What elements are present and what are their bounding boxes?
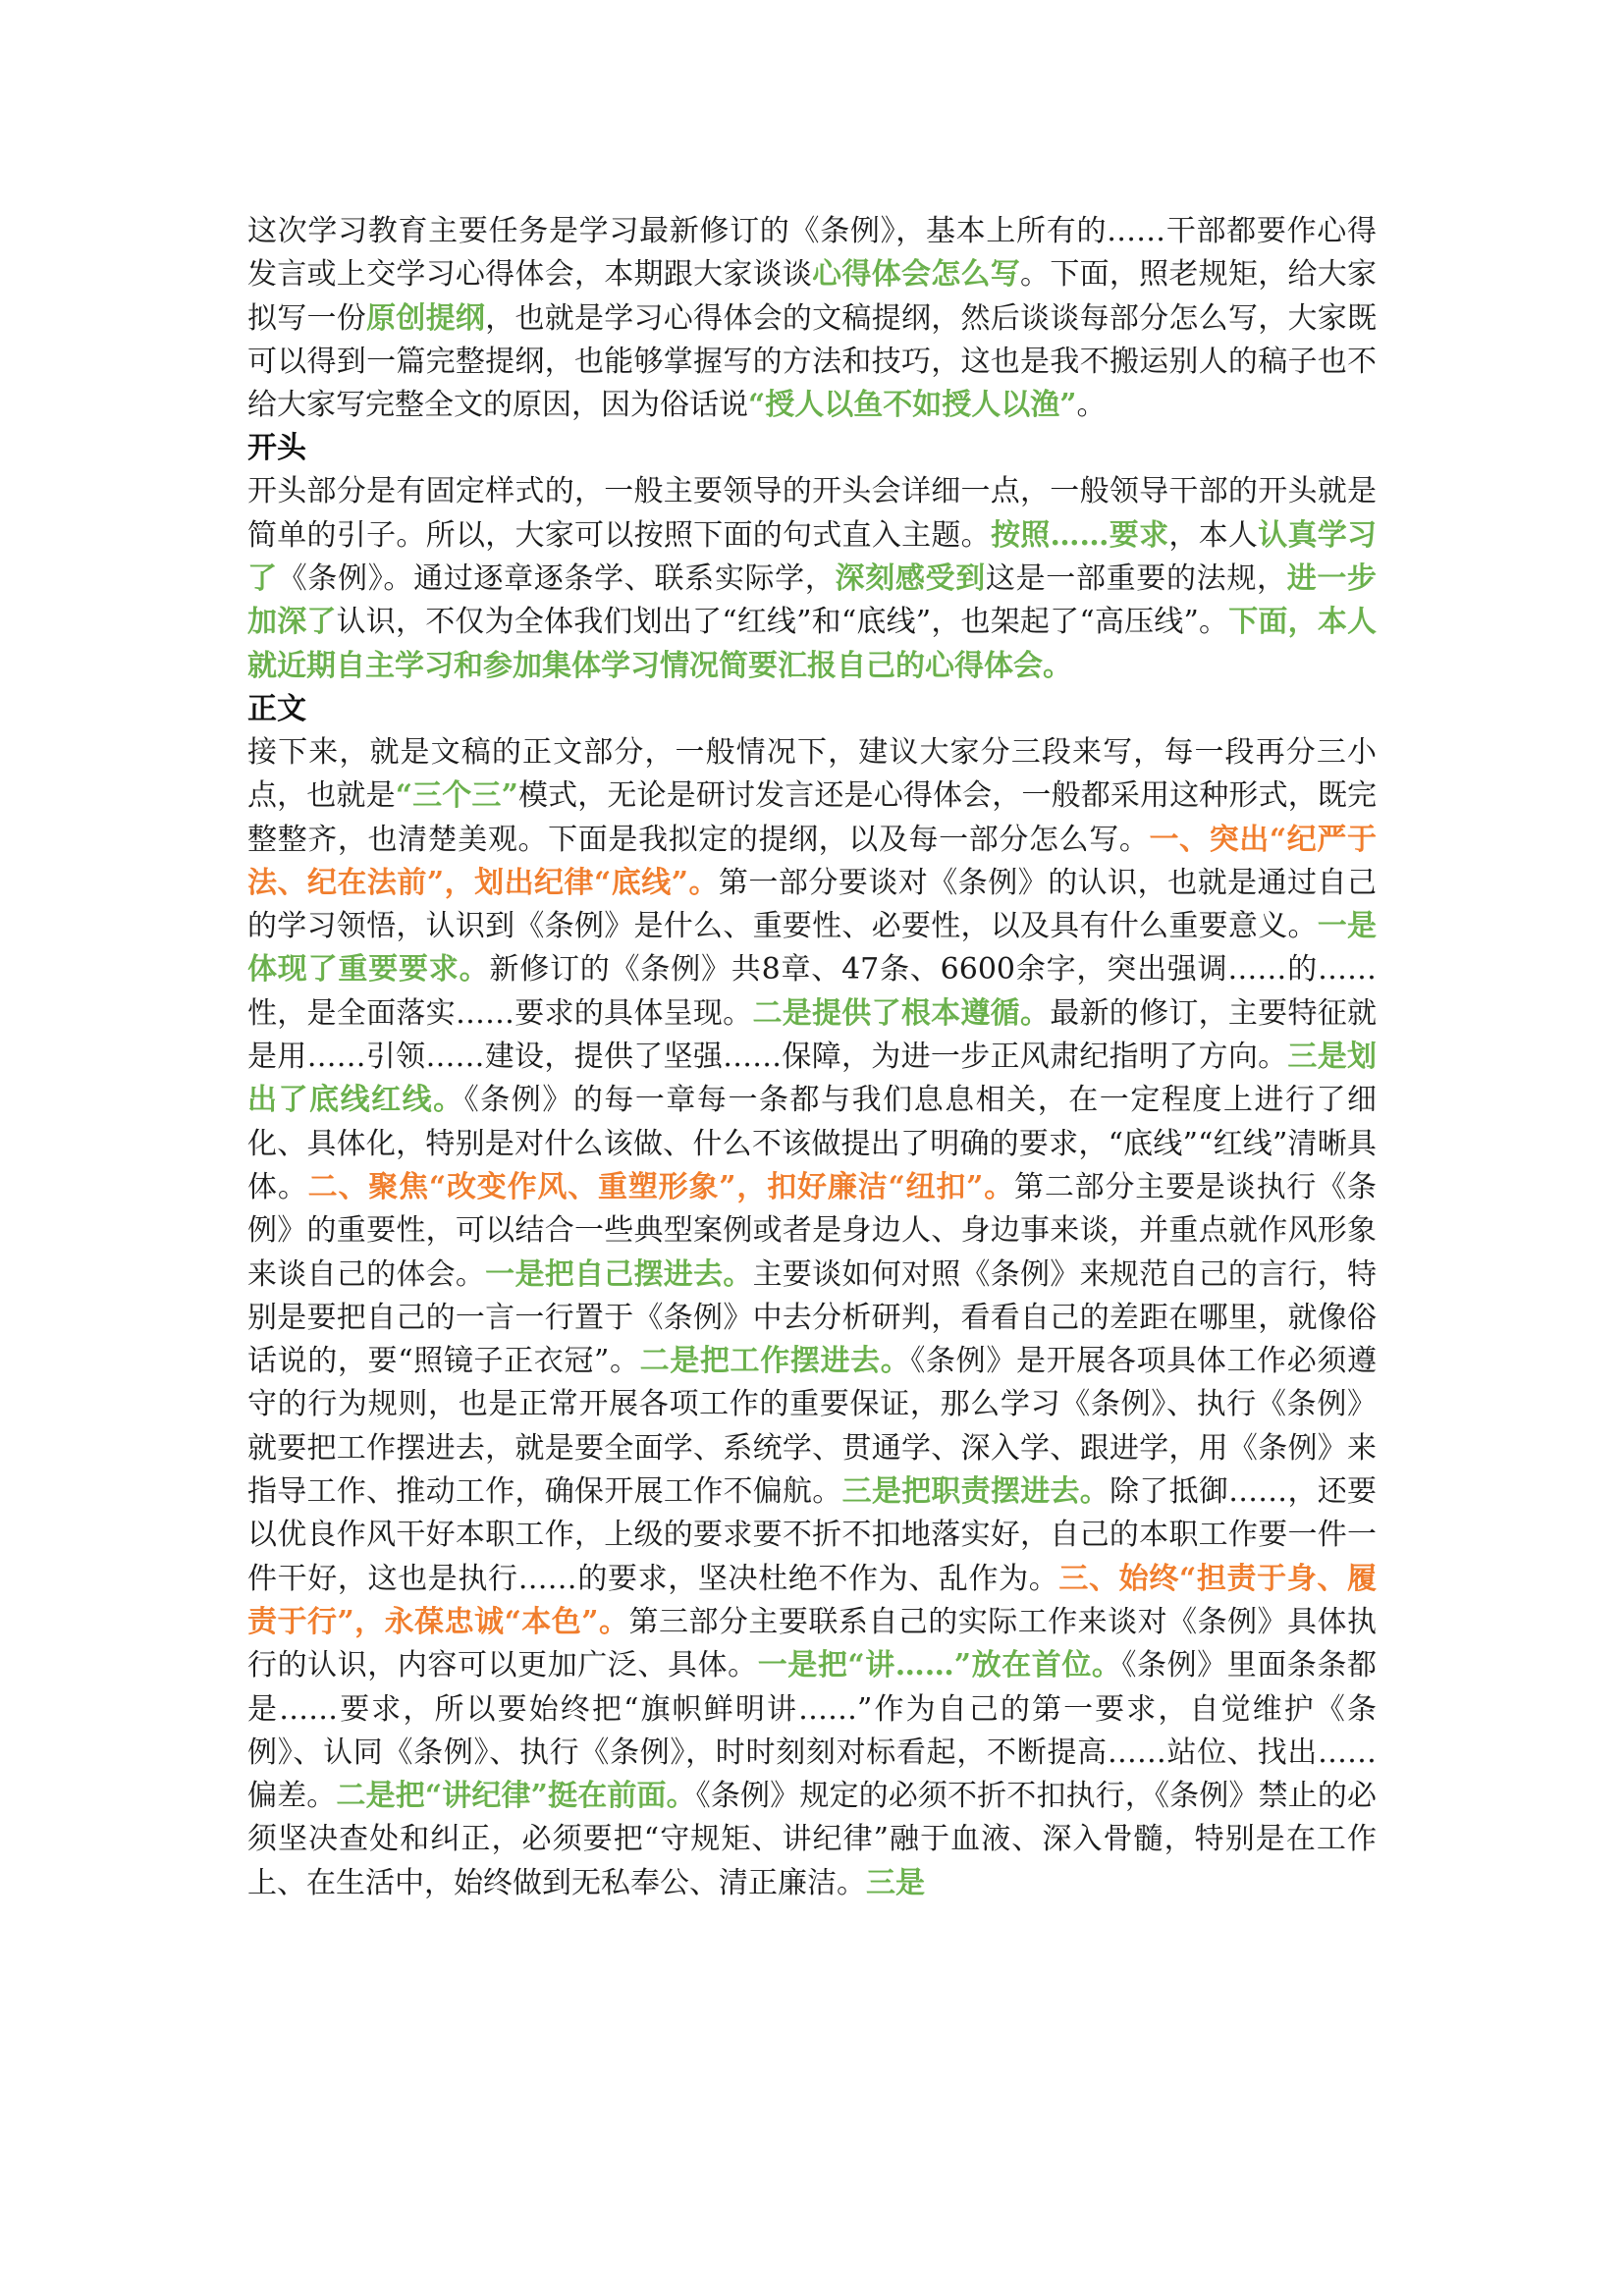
green-highlight-run: “三个三” [395, 778, 518, 814]
text-run: 。 [1076, 388, 1107, 423]
green-highlight-run: 进一步加深了 [247, 561, 1378, 640]
green-highlight-run: 下面，本人就近期自主学习和参加集体学习情况简要汇报自己的心得体会。 [247, 605, 1378, 683]
text-run: 第三部分主要联系自己的实际工作来谈对《条例》具体执行的认识，内容可以更加广泛、具体。 [247, 1604, 1377, 1683]
text-run: 这是一部重要的法规， [985, 561, 1287, 597]
orange-heading-run: 三、始终“担责于身、履责于行”，永葆忠诚“本色”。 [247, 1561, 1377, 1639]
green-highlight-run: 二是把“讲纪律”挺在前面。 [336, 1779, 696, 1814]
text-run: 《条例》规定的必须不折不扣执行，《条例》禁止的必须坚决查处和纠正，必须要把“守规矩、讲纪律”融于血液、深入骨髓，特别是在工作上、在生活中，始终做到无私奉公、清正廉洁。 [247, 1779, 1377, 1900]
green-highlight-run: 原创提纲 [366, 300, 486, 336]
text-run: 。下面，照老规矩，给大家拟写一份 [247, 257, 1378, 336]
green-highlight-run: 三是 [866, 1865, 925, 1900]
text-run: 除了抵御……，还要以优良作风干好本职工作，上级的要求要不折不扣地落实好，自己的本职工作要一件一件干好，这也是执行……的要求，坚决杜绝不作为、乱作为。 [247, 1474, 1378, 1596]
text-run: 主要谈如何对照《条例》来规范自己的言行，特别是要把自己的一言一行置于《条例》中去分析研判，看看自己的差距在哪里，就像俗话说的，要“照镜子正衣冠”。 [247, 1256, 1378, 1379]
green-highlight-run: 一是把“讲……”放在首位。 [757, 1648, 1122, 1683]
green-highlight-run: 三是划出了底线红线。 [247, 1040, 1378, 1118]
green-highlight-run: 三是把职责摆进去。 [841, 1474, 1110, 1510]
text-run: 《条例》的每一章每一条都与我们息息相关，在一定程度上进行了细化、具体化，特别是对什么该做、什么不该做提出了明确的要求，“底线”“红线”清晰具体。 [247, 1083, 1378, 1204]
opening-paragraph [247, 470, 1377, 687]
text-run: 最新的修订，主要特征就是用……引领……建设，提供了坚强……保障，为进一步正风肃纪指明了方向。 [247, 995, 1378, 1075]
text-run: ，本人 [1168, 517, 1259, 553]
text-run: 接下来，就是文稿的正文部分，一般情况下，建议大家分三段来写，每一段再分三小点，也就是 [247, 734, 1377, 814]
green-highlight-run: 深刻感受到 [835, 561, 986, 597]
text-run: 第二部分主要是谈执行《条例》的重要性，可以结合一些典型案例或者是身边人、身边事来谈，并重点就作风形象来谈自己的体会。 [247, 1169, 1378, 1292]
intro-paragraph [247, 210, 1377, 427]
green-highlight-run: 按照……要求 [990, 517, 1169, 553]
text-run: 开头部分是有固定样式的，一般主要领导的开头会详细一点，一般领导干部的开头就是简单的引子。所以，大家可以按照下面的句式直入主题。 [247, 474, 1377, 553]
body-paragraph [247, 731, 1377, 1905]
text-run: 第一部分要谈对《条例》的认识，也就是通过自己的学习领悟，认识到《条例》是什么、重要性、必要性，以及具有什么重要意义。 [247, 865, 1377, 944]
green-highlight-run: 一是体现了重要要求。 [247, 909, 1378, 988]
green-highlight-run: 一是把自己摆进去。 [485, 1256, 753, 1292]
document-page [247, 210, 1377, 1905]
text-run: 新修订的《条例》共8章、47条、6600余字，突出强调……的……性，是全面落实……要求的具体呈现。 [247, 952, 1378, 1031]
green-highlight-run: 二是提供了根本遵循。 [752, 995, 1051, 1031]
text-run: ，也就是学习心得体会的文稿提纲，然后谈谈每部分怎么写，大家既可以得到一篇完整提纲，也能够掌握写的方法和技巧，这也是我不搬运别人的稿子也不给大家写完整全文的原因，因为俗话说 [247, 300, 1378, 423]
text-run: 《条例》。通过逐章逐条学、联系实际学， [277, 561, 836, 597]
text-run: 这次学习教育主要任务是学习最新修订的《条例》，基本上所有的……干部都要作心得发言或上交学习心得体会，本期跟大家谈谈 [247, 214, 1377, 293]
green-highlight-run: 二是把工作摆进去。 [639, 1344, 911, 1379]
text-run: 模式，无论是研讨发言还是心得体会，一般都采用这种形式，既完整整齐，也清楚美观。下面是我拟定的提纲，以及每一部分怎么写。 [247, 778, 1378, 857]
text-run: 认识，不仅为全体我们划出了“红线”和“底线”，也架起了“高压线”。 [336, 605, 1229, 640]
orange-heading-run: 一、突出“纪严于法、纪在法前”，划出纪律“底线”。 [247, 822, 1377, 900]
heading-body: 正文 [247, 691, 306, 726]
green-highlight-run: “授人以鱼不如授人以渔” [748, 388, 1077, 423]
heading-opening: 开头 [247, 431, 306, 466]
text-run: 《条例》里面条条都是……要求，所以要始终把“旗帜鲜明讲……”作为自己的第一要求，自觉维护《条例》、认同《条例》、执行《条例》，时时刻刻对标看起，不断提高……站位、找出……偏差。 [247, 1648, 1378, 1814]
text-run: 《条例》是开展各项具体工作必须遵守的行为规则，也是正常开展各项工作的重要保证，那么学习《条例》、执行《条例》就要把工作摆进去，就是要全面学、系统学、贯通学、深入学、跟进学，用《条例》来指导工作、推动工作，确保开展工作不偏航。 [247, 1344, 1378, 1510]
green-highlight-run: 认真学习了 [247, 517, 1378, 597]
orange-heading-run: 二、聚焦“改变作风、重塑形象”，扣好廉洁“纽扣”。 [307, 1169, 1015, 1204]
green-highlight-run: 心得体会怎么写 [812, 257, 1021, 293]
